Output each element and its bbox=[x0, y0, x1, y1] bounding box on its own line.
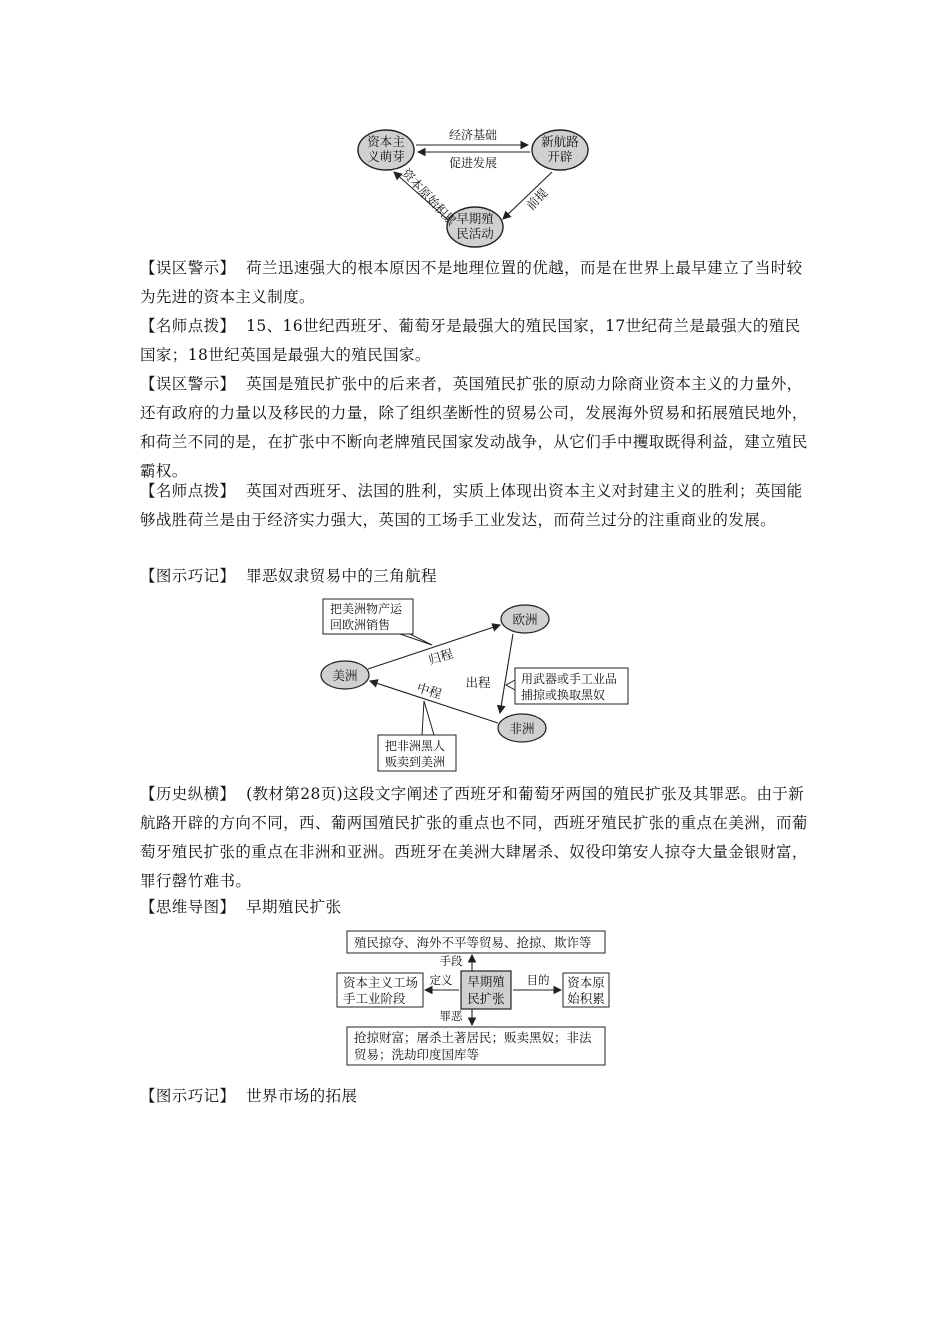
diagram-triangular-trade bbox=[310, 595, 635, 775]
label-outward-trip: 出程 bbox=[465, 675, 491, 690]
diagram-mindmap bbox=[335, 928, 610, 1068]
para-diagram-mnemonic-2 bbox=[140, 1082, 812, 1111]
label-means: 手段 bbox=[439, 954, 463, 968]
para-text: 英国对西班牙、法国的胜利，实质上体现出资本主义对封建主义的胜利；英国能够战胜荷兰是由于经济实力强大，英国的工场手工业发达，而荷兰过分的注重商业的发展。 bbox=[140, 482, 803, 529]
arrow-outward-trip bbox=[500, 634, 513, 713]
diagram-capitalism-triangle bbox=[350, 120, 600, 250]
tag-diagram-mnemonic: 【图示巧记】 bbox=[140, 1087, 236, 1105]
node-new-route-line2: 开辟 bbox=[547, 149, 573, 164]
label-precondition: 前提 bbox=[523, 185, 551, 213]
callout-outward-trip bbox=[506, 680, 515, 690]
box-definition-line1: 资本主义工场 bbox=[343, 975, 419, 990]
box-return-trip-line2: 回欧洲销售 bbox=[330, 618, 391, 632]
box-definition-line2: 手工业阶段 bbox=[343, 991, 406, 1006]
para-misconception-1 bbox=[140, 254, 812, 312]
node-america-label: 美洲 bbox=[332, 668, 358, 683]
para-text: 罪恶奴隶贸易中的三角航程 bbox=[246, 567, 437, 585]
node-early-colonial-line1: 早期殖 bbox=[456, 211, 494, 226]
label-purpose: 目的 bbox=[526, 973, 550, 987]
label-promote: 促进发展 bbox=[448, 156, 498, 170]
label-definition: 定义 bbox=[429, 973, 453, 987]
para-history bbox=[140, 780, 812, 896]
box-outward-trip-line1: 用武器或手工业品 bbox=[521, 672, 618, 686]
para-text: 英国是殖民扩张中的后来者，英国殖民扩张的原动力除商业资本主义的力量外，还有政府的力量以及移民的力量，除了组织垄断性的贸易公司，发展海外贸易和拓展殖民地外，和荷兰不同的是，在扩张中不断向老牌殖民国家发动战争，从它们手中攫取既得利益，建立殖民霸权。 bbox=[140, 375, 808, 480]
box-middle-passage-line1: 把非洲黑人 bbox=[385, 739, 446, 753]
para-diagram-mnemonic-1 bbox=[140, 562, 812, 591]
box-middle-passage-line2: 贩卖到美洲 bbox=[385, 755, 446, 769]
tag-misconception: 【误区警示】 bbox=[140, 259, 236, 277]
box-crime-line2: 贸易；洗劫印度国库等 bbox=[354, 1047, 480, 1062]
tag-misconception: 【误区警示】 bbox=[140, 375, 236, 393]
para-text: 早期殖民扩张 bbox=[246, 898, 342, 916]
box-early-colonial-expansion-line2: 民扩张 bbox=[467, 991, 505, 1006]
box-purpose-line2: 始积累 bbox=[567, 991, 605, 1006]
box-return-trip-line1: 把美洲物产运 bbox=[330, 602, 403, 616]
para-mindmap bbox=[140, 893, 812, 922]
callout-middle-passage bbox=[422, 701, 434, 735]
para-misconception-2 bbox=[140, 370, 812, 486]
callout-return-trip bbox=[400, 634, 432, 645]
para-tip-1 bbox=[140, 312, 812, 370]
para-tip-2 bbox=[140, 477, 812, 535]
box-crime-line1: 抢掠财富；屠杀土著居民；贩卖黑奴；非法 bbox=[354, 1030, 592, 1045]
label-middle-passage: 中程 bbox=[415, 679, 444, 702]
tag-tip: 【名师点拨】 bbox=[140, 317, 236, 335]
label-primitive-accumulation: 资本原始积累 bbox=[399, 166, 459, 229]
node-africa-label: 非洲 bbox=[509, 721, 535, 736]
box-purpose-line1: 资本原 bbox=[567, 975, 605, 990]
node-capitalism-sprout-line2: 义萌芽 bbox=[367, 149, 405, 164]
para-text: (教材第28页)这段文字阐述了西班牙和葡萄牙两国的殖民扩张及其罪恶。由于新航路开辟的方向不同，西、葡两国殖民扩张的重点也不同，西班牙殖民扩张的重点在美洲，而葡萄牙殖民扩张的重点在非洲和亚洲。西班牙在美洲大肆屠杀、奴役印第安人掠夺大量金银财富，罪行罄竹难书。 bbox=[140, 785, 808, 890]
tag-mindmap: 【思维导图】 bbox=[140, 898, 236, 916]
label-return-trip: 归程 bbox=[426, 645, 455, 668]
para-text: 世界市场的拓展 bbox=[246, 1087, 358, 1105]
tag-tip: 【名师点拨】 bbox=[140, 482, 236, 500]
box-outward-trip-line2: 捕掠或换取黑奴 bbox=[521, 688, 606, 702]
node-early-colonial-line2: 民活动 bbox=[456, 226, 494, 241]
label-economic-basis: 经济基础 bbox=[448, 128, 498, 142]
label-crime: 罪恶 bbox=[439, 1009, 463, 1023]
box-early-colonial-expansion-line1: 早期殖 bbox=[467, 974, 505, 989]
node-capitalism-sprout-line1: 资本主 bbox=[367, 134, 405, 149]
tag-diagram-mnemonic: 【图示巧记】 bbox=[140, 567, 236, 585]
para-text: 15、16世纪西班牙、葡萄牙是最强大的殖民国家，17世纪荷兰是最强大的殖民国家；18世纪英国是最强大的殖民国家。 bbox=[140, 317, 801, 364]
node-new-route-line1: 新航路 bbox=[541, 134, 579, 149]
para-text: 荷兰迅速强大的根本原因不是地理位置的优越，而是在世界上最早建立了当时较为先进的资本主义制度。 bbox=[140, 259, 803, 306]
box-means-text: 殖民掠夺、海外不平等贸易、抢掠、欺诈等 bbox=[354, 935, 592, 950]
tag-history: 【历史纵横】 bbox=[140, 785, 236, 803]
node-europe-label: 欧洲 bbox=[512, 612, 538, 627]
